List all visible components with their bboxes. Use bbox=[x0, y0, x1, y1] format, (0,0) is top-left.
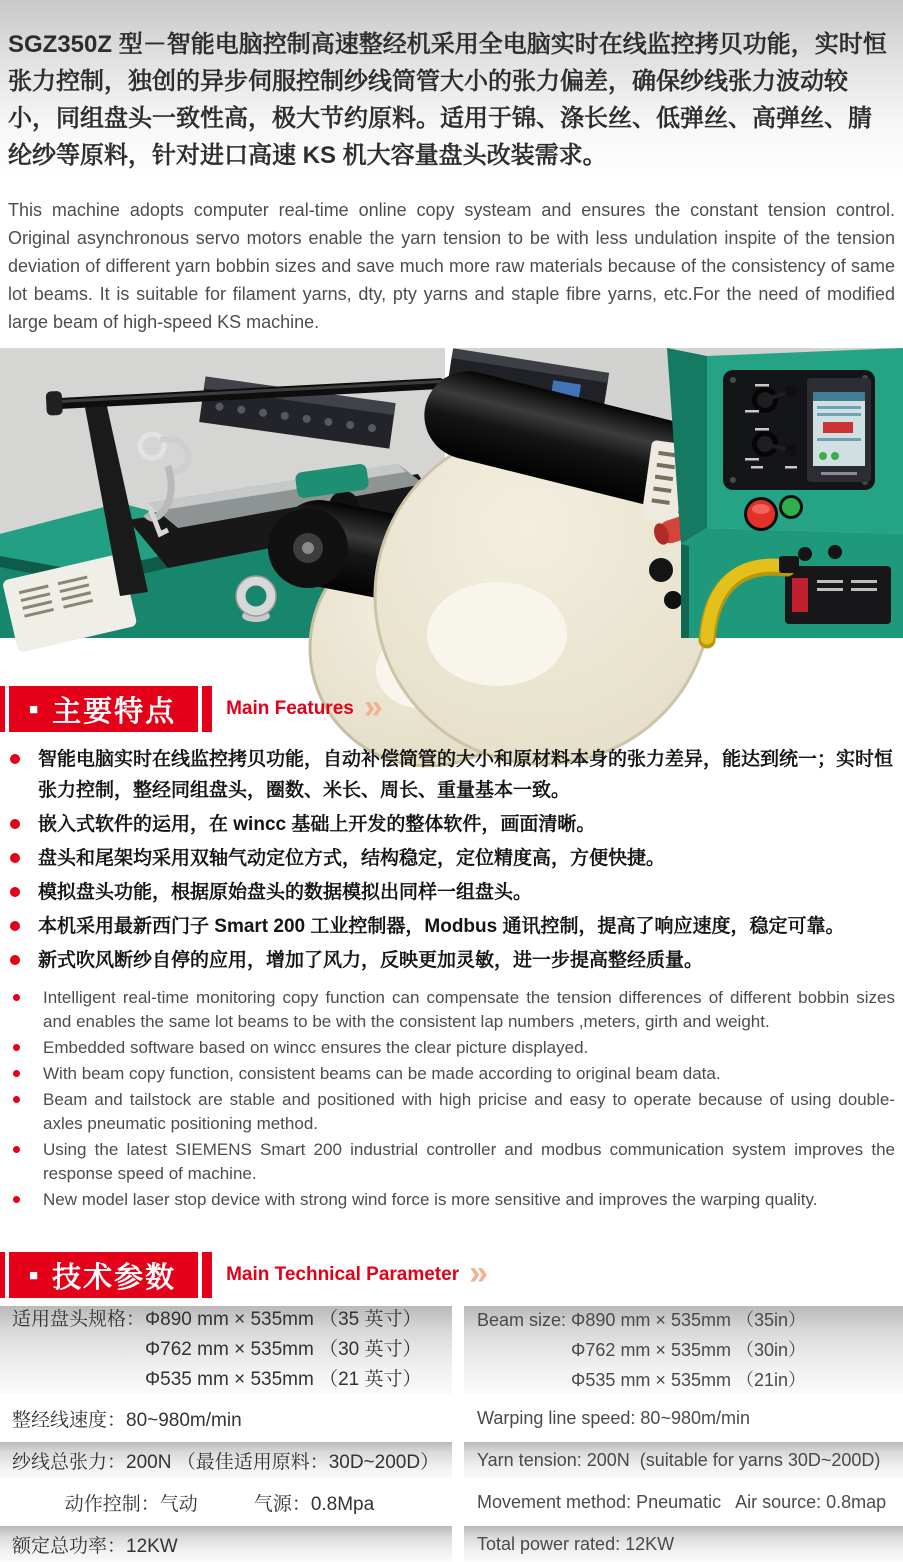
intro-paragraph-en: This machine adopts computer real-time online copy systeam and ensures the constant tension control. Original asynchronous servo motors enable the yarn tension to be with less undulation inspite of the tension deviation of different yarn bobbin sizes and save much more raw materials because of the consistency of same lot beams. It is suitable for filament yarns, dty, pty yarns and staple fibre yarns, etc.For the need of modified large beam of high-speed KS machine. bbox=[8, 200, 895, 332]
air-source-cn: 气源：0.8Mpa bbox=[253, 1493, 375, 1515]
beam-size-cell-cn bbox=[0, 1306, 452, 1394]
movement-control-cn: 动作控制：气动 bbox=[64, 1493, 198, 1515]
features-title-box bbox=[9, 686, 198, 732]
banner-right-bar bbox=[202, 1252, 212, 1298]
features-list-en bbox=[0, 986, 895, 1212]
banner-left-bar bbox=[0, 1252, 5, 1298]
machine-photos bbox=[0, 348, 903, 638]
list-item: 新式吹风断纱自停的应用，增加了风力，反映更加灵敏，进一步提高整经质量。 bbox=[0, 945, 895, 976]
table-row-beam-size bbox=[0, 1306, 903, 1394]
roller-end-cap bbox=[268, 508, 348, 588]
yarn-tension-cell-en: Yarn tension: 200N (suitable for yarns 30D~200D) bbox=[464, 1442, 903, 1478]
square-bullet-icon: ■ bbox=[29, 1266, 39, 1284]
stop-button[interactable] bbox=[744, 497, 778, 531]
yarn-tension-cell-cn: 纱线总张力：200N （最佳适用原料：30D~200D） bbox=[0, 1442, 452, 1478]
list-item: 本机采用最新西门子 Smart 200 工业控制器，Modbus 通讯控制，提高了响应速度，稳定可靠。 bbox=[0, 911, 895, 942]
beam-size-value: Φ535 mm × 535mm （21in） bbox=[571, 1370, 806, 1390]
list-item: New model laser stop device with strong wind force is more sensitive and improves the warping quality. bbox=[0, 1188, 895, 1212]
line-speed-cell-cn: 整经线速度：80~980m/min bbox=[12, 1409, 242, 1431]
features-title-cn: 主要特点 bbox=[52, 695, 177, 728]
table-row-total-power bbox=[0, 1526, 903, 1562]
chevron-right-icon: » bbox=[363, 688, 383, 726]
movement-cell-en: Movement method: Pneumatic Air source: 0.8map bbox=[477, 1491, 887, 1512]
list-item: Beam and tailstock are stable and positioned with high pricise and easy to operate because of using double-axles pneumatic positioning method. bbox=[0, 1088, 895, 1136]
beam-size-value: Φ762 mm × 535mm （30in） bbox=[571, 1340, 806, 1360]
features-title-en: Main Features bbox=[226, 698, 354, 719]
params-title-cn: 技术参数 bbox=[52, 1261, 177, 1294]
table-row-movement bbox=[0, 1484, 903, 1520]
params-table bbox=[0, 1306, 903, 1562]
beam-size-label-cn: 适用盘头规格： bbox=[12, 1309, 146, 1330]
list-item: 智能电脑实时在线监控拷贝功能，自动补偿筒管的大小和原材料本身的张力差异，能达到统一；实时恒张力控制，整经同组盘头，圈数、米长、周长、重量基本一致。 bbox=[0, 744, 895, 806]
list-item: Using the latest SIEMENS Smart 200 industrial controller and modbus communication system improves the response speed of machine. bbox=[0, 1138, 895, 1186]
params-title-box bbox=[9, 1252, 198, 1298]
line-speed-cell-en: Warping line speed: 80~980m/min bbox=[477, 1407, 750, 1428]
beam-size-value: Φ535 mm × 535mm （21 英寸） bbox=[145, 1369, 422, 1390]
params-banner bbox=[0, 1252, 903, 1298]
movement-cell-cn bbox=[0, 1484, 452, 1520]
beam-size-cell-en bbox=[464, 1306, 903, 1394]
machine-photo-right bbox=[455, 348, 903, 638]
control-panel bbox=[723, 370, 875, 490]
beam-size-label-en: Beam size: bbox=[477, 1310, 572, 1330]
banner-right-bar bbox=[202, 686, 212, 732]
banner-left-bar bbox=[0, 686, 5, 732]
list-item: Embedded software based on wincc ensures the clear picture displayed. bbox=[0, 1036, 895, 1060]
beam-size-value: Φ890 mm × 535mm （35in） bbox=[571, 1310, 806, 1330]
total-power-cell-cn: 额定总功率：12KW bbox=[0, 1526, 452, 1562]
list-item: With beam copy function, consistent beams can be made according to original beam data. bbox=[0, 1062, 895, 1086]
list-item: 模拟盘头功能，根据原始盘头的数据模拟出同样一组盘头。 bbox=[0, 877, 895, 908]
beam-size-value: Φ762 mm × 535mm （30 英寸） bbox=[145, 1339, 422, 1360]
table-row-line-speed bbox=[0, 1400, 903, 1436]
start-button[interactable] bbox=[779, 495, 803, 519]
total-power-cell-en: Total power rated: 12KW bbox=[464, 1526, 903, 1562]
chevron-right-icon: » bbox=[469, 1254, 489, 1292]
list-item: 嵌入式软件的运用，在 wincc 基础上开发的整体软件，画面清晰。 bbox=[0, 809, 895, 840]
beam-size-value: Φ890 mm × 535mm （35 英寸） bbox=[145, 1309, 422, 1330]
square-bullet-icon: ■ bbox=[29, 700, 39, 718]
touchscreen[interactable] bbox=[807, 378, 871, 482]
features-list-cn bbox=[0, 744, 895, 976]
list-item: Intelligent real-time monitoring copy function can compensate the tension differences of different bobbin sizes and enables the same lot beams to be with the consistent lap numbers ,meters, girth and weight. bbox=[0, 986, 895, 1034]
intro-paragraph-cn: SGZ350Z 型－智能电脑控制高速整经机采用全电脑实时在线监控拷贝功能，实时恒张力控制，独创的异步伺服控制纱线筒管大小的张力偏差，确保纱线张力波动较小，同组盘头一致性高，极大节约原料。适用于锦、涤长丝、低弹丝、高弹丝、腈纶纱等原料，针对进口高速 KS 机大容量盘头改装需求。 bbox=[0, 0, 903, 180]
list-item: 盘头和尾架均采用双轴气动定位方式，结构稳定，定位精度高，方便快捷。 bbox=[0, 843, 895, 874]
params-title-en: Main Technical Parameter bbox=[226, 1264, 460, 1285]
